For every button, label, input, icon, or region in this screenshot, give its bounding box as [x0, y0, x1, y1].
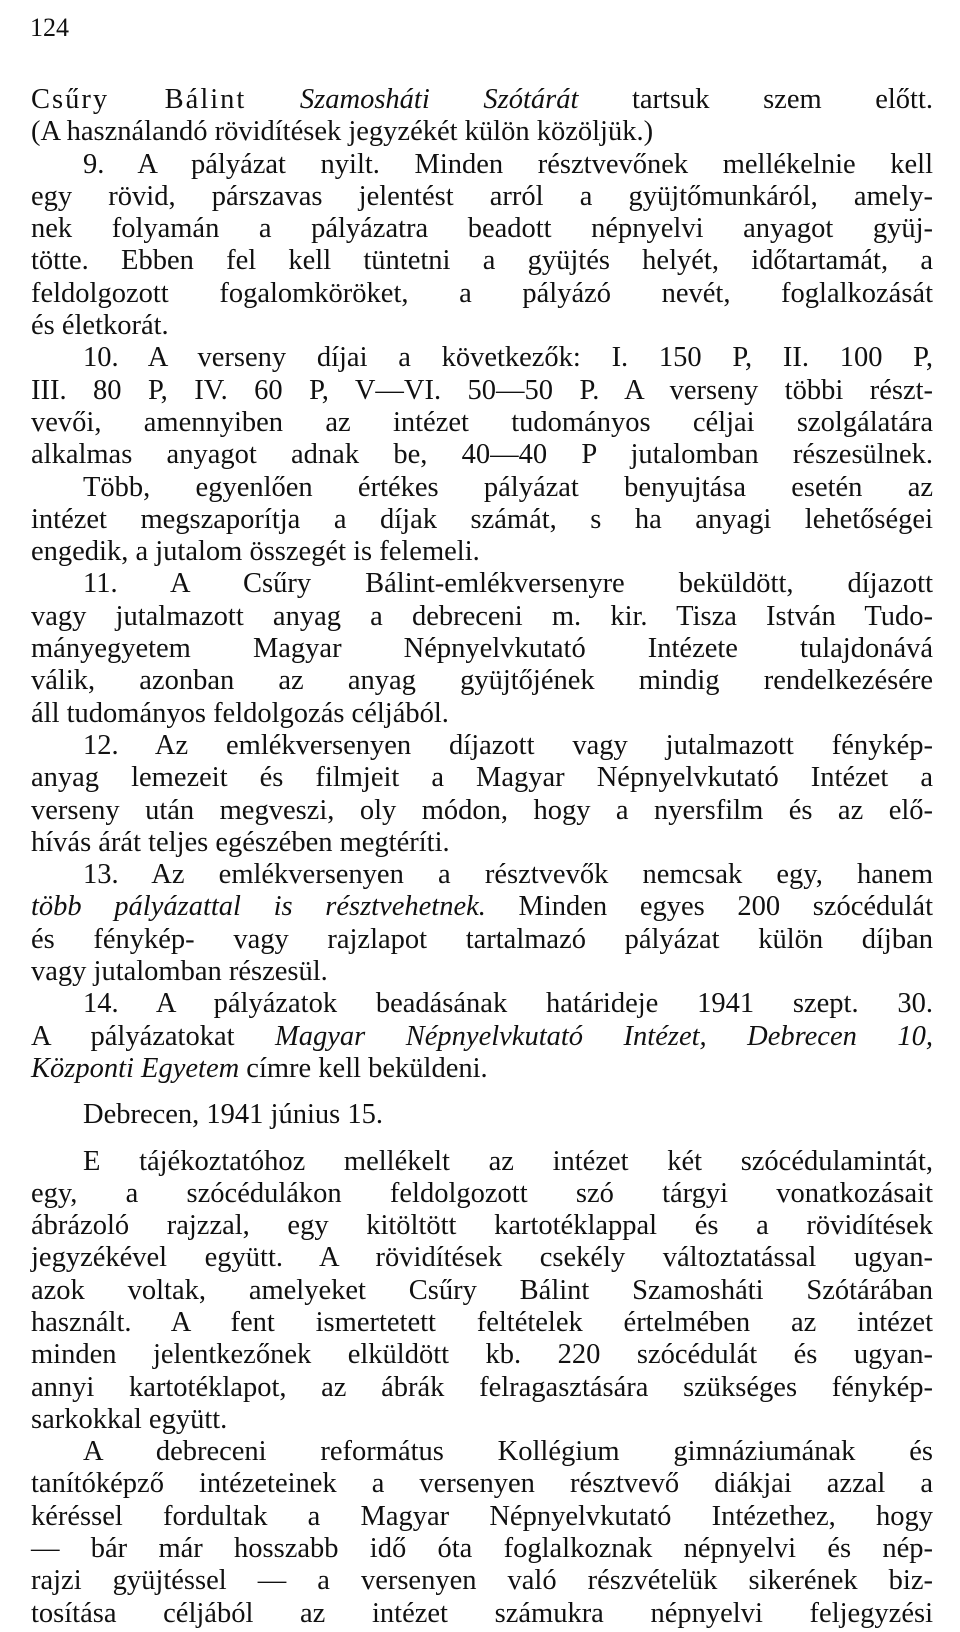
- text-run: vevői, amennyiben az intézet tudományos céljai szolgálatára: [31, 406, 933, 438]
- text-line: [31, 601, 933, 633]
- text-run: mányegyetem Magyar Népnyelvkutató Intézete tulajdonává: [31, 633, 933, 665]
- text-line: [31, 375, 933, 407]
- text-line: [31, 762, 933, 794]
- text-run: használt. A fent ismertetett feltételek értelmében az intézet: [31, 1306, 933, 1338]
- text-line: [31, 504, 933, 536]
- text-line: [31, 859, 933, 891]
- text-line: [31, 1210, 933, 1242]
- text-run: Debrecen, 1941 június 15.: [83, 1099, 383, 1131]
- text-line: [31, 988, 933, 1020]
- text-line: [31, 1307, 933, 1339]
- text-line: [31, 1146, 933, 1178]
- text-line: [31, 698, 933, 730]
- text-run: A debreceni református Kollégium gimnáziumának és: [83, 1436, 933, 1468]
- text-line: [31, 84, 933, 116]
- text-line: [31, 1099, 933, 1131]
- text-run: A pályázatokat: [31, 1020, 276, 1052]
- text-run: egy rövid, párszavas jelentést arról a gyüjtőmunkáról, amely-: [31, 180, 933, 212]
- text-run: anyag lemezeit és filmjeit a Magyar Népnyelvkutató Intézet a: [31, 762, 933, 794]
- text-line: [31, 956, 933, 988]
- text-run: azok voltak, amelyeket Csűry Bálint Szamosháti Szótárában: [31, 1274, 933, 1306]
- text-line: [31, 924, 933, 956]
- text-line: [31, 1372, 933, 1404]
- text-line: [31, 568, 933, 600]
- text-run: (A használandó rövidítések jegyzékét külön közöljük.): [31, 116, 654, 148]
- text-line: [31, 1436, 933, 1468]
- text-run: tartsuk szem előtt.: [578, 84, 934, 115]
- text-run: 11. A Csűry Bálint-emlékversenyre beküldött, díjazott: [83, 568, 933, 600]
- italic-text: Központi Egyetem: [31, 1052, 240, 1084]
- text-run: 13. Az emlékversenyen a résztvevők nemcsak egy, hanem: [83, 859, 933, 891]
- text-run: rajzi gyüjtéssel — a versenyen való részvételük sikerének biz-: [31, 1565, 933, 1597]
- text-run: intézet megszaporítja a díjak számát, s ha anyagi lehetőségei: [31, 503, 933, 535]
- text-line: [31, 891, 933, 923]
- text-run: 10. A verseny díjai a következők: I. 150 P, II. 100 P,: [83, 342, 933, 374]
- text-run: Csűry Bálint: [31, 84, 247, 115]
- text-line: [31, 181, 933, 213]
- text-run: és fénykép- vagy rajzlapot tartalmazó pályázat külön díjban: [31, 923, 933, 955]
- text-line: [31, 633, 933, 665]
- text-line: [31, 472, 933, 504]
- text-run: kéréssel fordultak a Magyar Népnyelvkutató Intézethez, hogy: [31, 1500, 933, 1532]
- text-run: hívás árát teljes egészében megtéríti.: [31, 826, 450, 858]
- text-line: [31, 827, 933, 859]
- text-run: ábrázoló rajzzal, egy kitöltött kartotéklappal és a rövidítések: [31, 1210, 933, 1242]
- text-line: [31, 536, 933, 568]
- text-line: [31, 342, 933, 374]
- text-line: [31, 1468, 933, 1500]
- text-run: feldolgozott fogalomköröket, a pályázó nevét, foglalkozását: [31, 277, 933, 309]
- text-line: [31, 1178, 933, 1210]
- text-run: vagy jutalmazott anyag a debreceni m. kir. Tisza István Tudo-: [31, 600, 933, 632]
- text-run: minden jelentkezőnek elküldött kb. 220 szócédulát és ugyan-: [31, 1339, 933, 1371]
- text-line: [31, 665, 933, 697]
- text-run: tanítóképző intézeteinek a versenyen résztvevő diákjai azzal a: [31, 1468, 933, 1500]
- text-run: tosítása céljából az intézet számukra népnyelvi feljegyzési: [31, 1597, 933, 1629]
- page-number: 124: [30, 13, 69, 42]
- text-line: [31, 245, 933, 277]
- text-run: egy, a szócédulákon feldolgozott szó tárgyi vonatkozásait: [31, 1177, 933, 1209]
- text-run: alkalmas anyagot adnak be, 40—40 P jutalomban részesülnek.: [31, 439, 933, 471]
- text-line: [31, 116, 933, 148]
- text-run: áll tudományos feldolgozás céljából.: [31, 697, 449, 729]
- text-line: [31, 1053, 933, 1085]
- text-line: [31, 407, 933, 439]
- text-run: 12. Az emlékversenyen díjazott vagy jutalmazott fénykép-: [83, 729, 933, 761]
- text-line: [31, 310, 933, 342]
- text-line: [31, 730, 933, 762]
- text-run: válik, azonban az anyag gyüjtőjének mindig rendelkezésére: [31, 665, 933, 697]
- text-run: E tájékoztatóhoz mellékelt az intézet két szócédulamintát,: [83, 1145, 933, 1177]
- text-line: [31, 1242, 933, 1274]
- text-line: [31, 1598, 933, 1630]
- paragraph-gap: [31, 1085, 933, 1099]
- text-run: Minden egyes 200 szócédulát: [485, 891, 934, 923]
- text-run: verseny után megveszi, oly módon, hogy a nyersfilm és az elő-: [31, 794, 933, 826]
- text-line: [31, 1339, 933, 1371]
- text-line: [31, 278, 933, 310]
- text-run: sarkokkal együtt.: [31, 1403, 228, 1435]
- text-line: [31, 1565, 933, 1597]
- text-run: címre kell beküldeni.: [239, 1052, 488, 1084]
- italic-text: több pályázattal is résztvehetnek.: [31, 891, 486, 923]
- text-line: [31, 149, 933, 181]
- text-run: vagy jutalomban részesül.: [31, 956, 328, 988]
- text-run: tötte. Ebben fel kell tüntetni a gyüjtés helyét, időtartamát, a: [31, 245, 933, 277]
- text-run: nek folyamán a pályázatra beadott népnyelvi anyagot gyüj-: [31, 213, 933, 245]
- text-line: [31, 439, 933, 471]
- text-line: [31, 1275, 933, 1307]
- text-line: [31, 795, 933, 827]
- text-line: [31, 1021, 933, 1053]
- text-run: 14. A pályázatok beadásának határideje 1941 szept. 30.: [83, 988, 933, 1020]
- text-run: és életkorát.: [31, 310, 169, 342]
- text-run: [246, 84, 300, 115]
- paragraph-gap: [31, 1132, 933, 1146]
- text-line: [31, 1404, 933, 1436]
- text-run: — bár már hosszabb idő óta foglalkoznak népnyelvi és nép-: [31, 1533, 933, 1565]
- text-run: 9. A pályázat nyilt. Minden résztvevőnek mellékelnie kell: [83, 148, 933, 180]
- text-run: jegyzékével együtt. A rövidítések csekély változtatással ugyan-: [31, 1242, 933, 1274]
- italic-text: Szamosháti Szótárát: [299, 84, 579, 115]
- text-run: III. 80 P, IV. 60 P, V—VI. 50—50 P. A verseny többi részt-: [31, 374, 933, 406]
- text-line: [31, 1501, 933, 1533]
- text-run: annyi kartotéklapot, az ábrák felragasztására szükséges fénykép-: [31, 1371, 933, 1403]
- text-run: Több, egyenlően értékes pályázat benyujtása esetén az: [83, 471, 933, 503]
- text-line: [31, 213, 933, 245]
- italic-text: Magyar Népnyelvkutató Intézet, Debrecen 10,: [275, 1020, 933, 1052]
- text-run: engedik, a jutalom összegét is felemeli.: [31, 536, 480, 568]
- text-line: [31, 1533, 933, 1565]
- body-text: [31, 84, 933, 1630]
